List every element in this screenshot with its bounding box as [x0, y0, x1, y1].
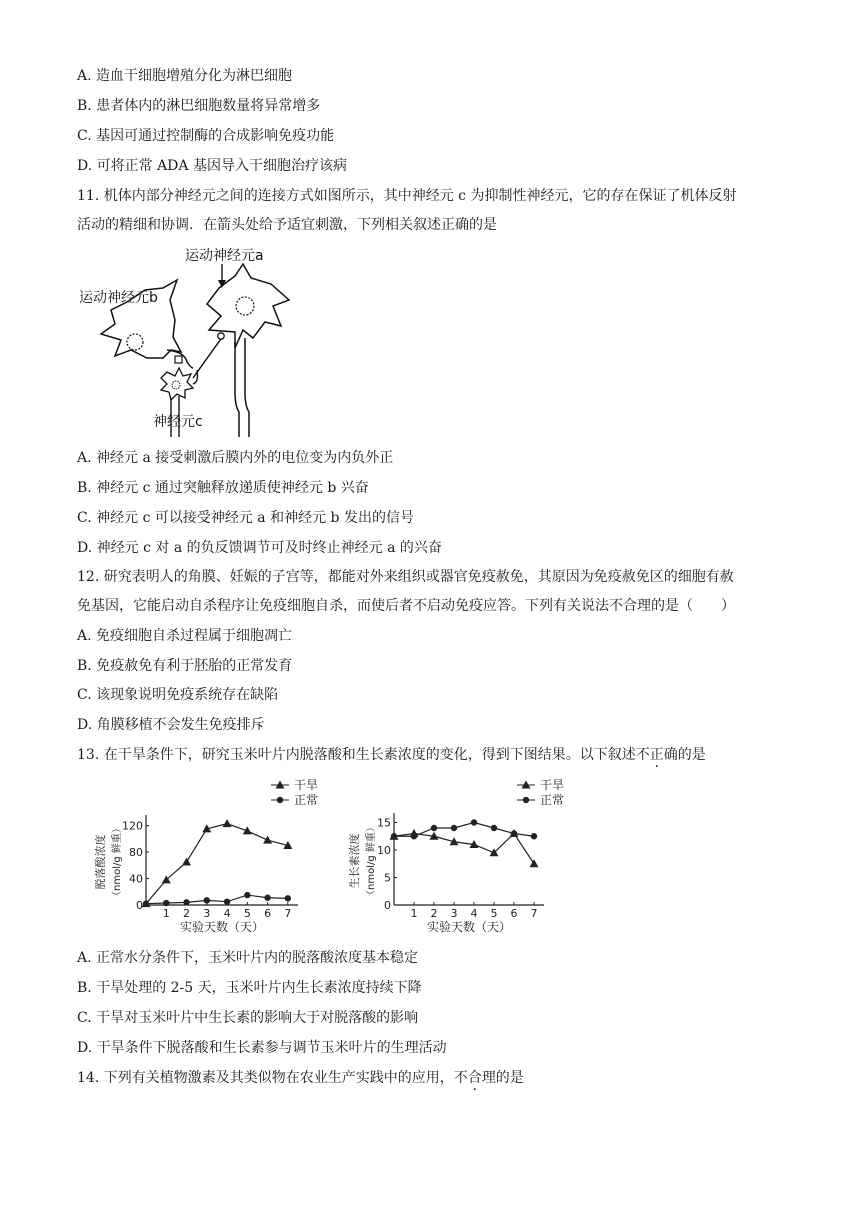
aba-ytick-label-2: 80 — [129, 846, 143, 860]
aba-legend-label-0: 干旱 — [294, 778, 319, 792]
label-neuron-b: 运动神经元b — [79, 290, 158, 306]
iaa-point-1-4 — [471, 819, 477, 825]
q11-option-b: B. 神经元 c 通过突触释放递质使神经元 b 兴奋 — [77, 480, 369, 496]
aba-legend-label-1: 正常 — [294, 793, 319, 807]
iaa-legend-label-1: 正常 — [540, 793, 565, 807]
iaa-legend-label-0: 干旱 — [540, 778, 565, 792]
iaa-point-1-3 — [451, 825, 457, 831]
aba-xtick-label-3: 4 — [223, 907, 231, 920]
aba-point-0-4 — [223, 819, 232, 827]
iaa-xtick-label-4: 5 — [490, 907, 498, 920]
aba-ytick-label-3: 120 — [122, 819, 143, 833]
synapse-a-c — [218, 333, 224, 339]
iaa-ytick-label-2: 10 — [377, 844, 391, 857]
label-neuron-a: 运动神经元a — [185, 248, 264, 264]
iaa-point-1-0 — [391, 833, 397, 839]
iaa-ytick-label-3: 15 — [377, 816, 391, 830]
neuron-b-nucleus — [127, 334, 143, 350]
q14-stem — [77, 1069, 524, 1087]
iaa-ytick-label-0: 0 — [384, 899, 391, 912]
stimulus-marker — [175, 356, 182, 363]
q12-option-c: C. 该现象说明免疫系统存在缺陷 — [77, 687, 279, 703]
aba-point-0-2 — [182, 858, 191, 866]
q12-option-d: D. 角膜移植不会发生免疫排斥 — [77, 717, 265, 733]
aba-point-1-7 — [285, 895, 291, 901]
q12-stem-line2: 免基因，它能启动自杀程序让免疫细胞自杀，而使后者不启动免疫应答。下列有关说法不合理的是（ ） — [77, 598, 735, 614]
q13-option-b: B. 干旱处理的 2-5 天，玉米叶片内生长素浓度持续下降 — [77, 980, 422, 996]
aba-point-1-1 — [163, 900, 169, 906]
q13-option-c: C. 干旱对玉米叶片中生长素的影响大于对脱落酸的影响 — [77, 1010, 419, 1026]
aba-xlabel: 实验天数（天） — [179, 920, 265, 934]
aba-xtick-label-5: 6 — [264, 907, 272, 920]
iaa-yunit: （nmol/g 鲜重） — [366, 822, 377, 900]
iaa-point-1-2 — [431, 825, 437, 831]
neuron-diagram — [75, 242, 300, 437]
aba-xtick-label-4: 5 — [243, 907, 251, 920]
aba-point-1-6 — [264, 895, 270, 901]
iaa-ylabel: 生长素浓度 — [348, 833, 361, 889]
q14-stem-emphasis: 不合理 — [453, 1070, 496, 1086]
q12-option-b: B. 免疫赦免有利于胚胎的正常发育 — [77, 658, 293, 674]
aba-xtick-label-1: 2 — [183, 907, 191, 920]
iaa-xtick-label-5: 6 — [510, 907, 518, 920]
aba-point-1-3 — [204, 897, 210, 903]
iaa-xtick-label-0: 1 — [410, 907, 418, 920]
q11-option-d: D. 神经元 c 对 a 的负反馈调节可及时终止神经元 a 的兴奋 — [77, 540, 442, 556]
q12-stem-line1: 12. 研究表明人的角膜、妊娠的子宫等，都能对外来组织或器官免疫赦免，其原因为免疫赦免区的细胞有赦 — [77, 569, 734, 585]
aba-point-1-0 — [143, 900, 149, 906]
q13-stem-prefix: 13. 在干旱条件下，研究玉米叶片内脱落酸和生长素浓度的变化，得到下图结果。以下叙述 — [77, 747, 636, 763]
iaa-xtick-label-6: 7 — [530, 907, 538, 920]
iaa-point-1-1 — [411, 833, 417, 839]
q10-option-c: C. 基因可通过控制酶的合成影响免疫功能 — [77, 128, 335, 144]
aba-yunit: （nmol/g 鲜重） — [112, 823, 123, 901]
aba-point-0-6 — [263, 836, 272, 844]
aba-chart — [90, 773, 330, 938]
iaa-xtick-label-2: 3 — [450, 907, 458, 920]
q13-stem — [77, 746, 706, 764]
aba-ytick-label-1: 40 — [129, 872, 143, 886]
iaa-ytick-label-1: 5 — [384, 871, 391, 885]
aba-xtick-label-2: 3 — [203, 907, 211, 920]
iaa-point-1-7 — [531, 833, 537, 839]
label-neuron-c: 神经元c — [153, 414, 203, 430]
iaa-xtick-label-3: 4 — [470, 907, 478, 920]
aba-point-1-5 — [244, 892, 250, 898]
iaa-point-0-7 — [530, 859, 539, 867]
q11-option-c: C. 神经元 c 可以接受神经元 a 和神经元 b 发出的信号 — [77, 510, 414, 526]
aba-point-1-4 — [224, 898, 230, 904]
iaa-xtick-label-1: 2 — [430, 907, 438, 920]
q12-option-a: A. 免疫细胞自杀过程属于细胞凋亡 — [77, 628, 293, 644]
q14-stem-suffix: 的是 — [495, 1070, 524, 1086]
q10-option-b: B. 患者体内的淋巴细胞数量将异常增多 — [77, 98, 321, 114]
aba-point-1-2 — [183, 899, 189, 905]
q13-option-a: A. 正常水分条件下，玉米叶片内的脱落酸浓度基本稳定 — [77, 950, 419, 966]
neuron-a-nucleus — [236, 297, 254, 315]
aba-series-line-0 — [146, 824, 288, 904]
q10-option-a: A. 造血干细胞增殖分化为淋巴细胞 — [77, 68, 293, 84]
aba-ytick-label-0: 0 — [136, 899, 143, 912]
q10-option-d: D. 可将正常 ADA 基因导入干细胞治疗该病 — [77, 158, 347, 174]
neuron-c-nucleus — [172, 381, 180, 389]
q11-stem-line2: 活动的精细和协调．在箭头处给予适宜刺激，下列相关叙述正确的是 — [77, 217, 497, 233]
aba-xtick-label-6: 7 — [284, 907, 292, 920]
aba-ylabel: 脱落酸浓度 — [94, 834, 107, 890]
q13-option-d: D. 干旱条件下脱落酸和生长素参与调节玉米叶片的生理活动 — [77, 1040, 447, 1056]
aba-xtick-label-0: 1 — [162, 907, 170, 920]
iaa-chart — [348, 773, 580, 938]
q11-stem-line1: 11. 机体内部分神经元之间的连接方式如图所示，其中神经元 c 为抑制性神经元，它的存在保证了机体反射 — [77, 188, 737, 204]
iaa-xlabel: 实验天数（天） — [426, 920, 512, 934]
iaa-point-1-6 — [511, 830, 517, 836]
iaa-point-1-5 — [491, 825, 497, 831]
q13-stem-emphasis: 不正确 — [635, 747, 678, 763]
neuron-a-axon — [235, 338, 249, 437]
q14-stem-prefix: 14. 下列有关植物激素及其类似物在农业生产实践中的应用， — [77, 1070, 454, 1086]
q11-option-a: A. 神经元 a 接受刺激后膜内外的电位变为内负外正 — [77, 450, 394, 466]
q13-stem-suffix: 的是 — [677, 747, 706, 763]
